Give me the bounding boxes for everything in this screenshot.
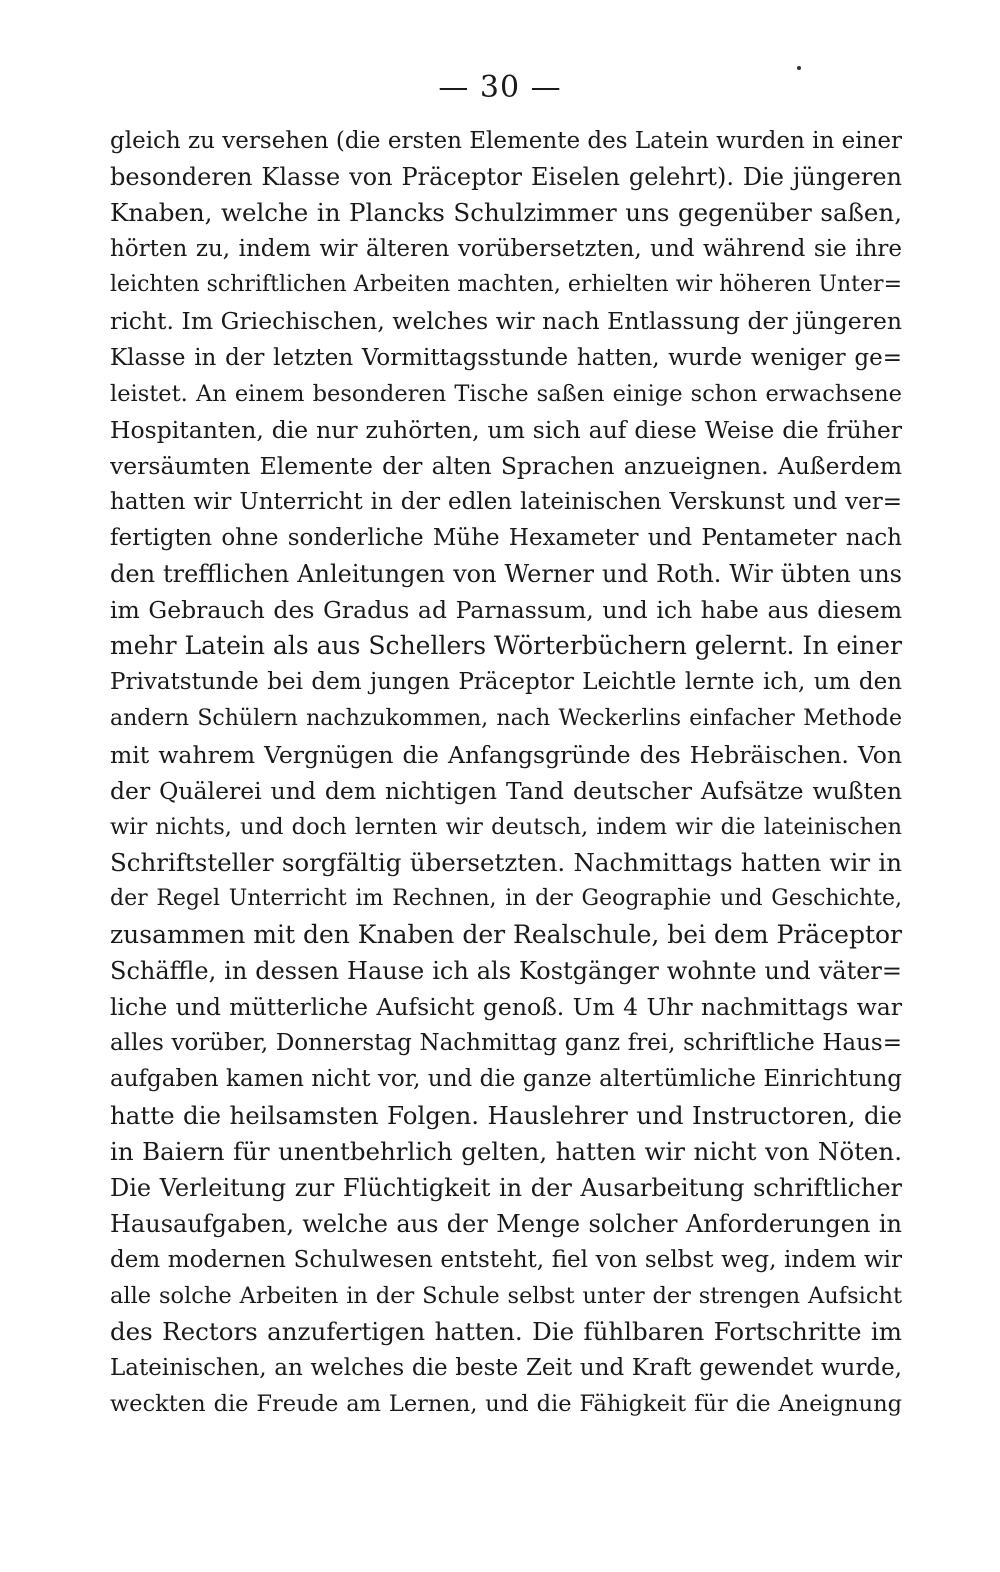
text-line: des Rectors anzufertigen hatten. Die fühlbaren Fortschritte im (110, 1317, 902, 1347)
text-line: weckten die Freude am Lernen, und die Fähigkeit für die Aneignung (110, 1391, 902, 1418)
text-line: in Baiern für unentbehrlich gelten, hatten wir nicht von Nöten. (110, 1136, 902, 1166)
text-line: leistet. An einem besonderen Tische saßen einige schon erwachsene (110, 380, 902, 407)
page-number: — 30 — (438, 70, 562, 105)
text-line: Lateinischen, an welches die beste Zeit und Kraft gewendet wurde, (110, 1355, 902, 1382)
text-line: mit wahrem Vergnügen die Anfangsgründe des Hebräischen. Von (110, 740, 902, 769)
text-line: hörten zu, indem wir älteren vorübersetzten, und während sie ihre (110, 236, 902, 263)
text-line: hatten wir Unterricht in der edlen lateinischen Verskunst und ver= (110, 488, 902, 515)
text-line: Hausaufgaben, welche aus der Menge solcher Anforderungen in (110, 1209, 902, 1238)
text-line: fertigten ohne sonderliche Mühe Hexameter und Pentameter nach (110, 525, 902, 552)
text-line: zusammen mit den Knaben der Realschule, bei dem Präceptor (110, 920, 902, 950)
text-line: alles vorüber, Donnerstag Nachmittag ganz frei, schriftliche Haus= (110, 1030, 902, 1057)
text-line: wir nichts, und doch lernten wir deutsch, indem wir die lateinischen (110, 813, 902, 840)
text-line: Knaben, welche in Plancks Schulzimmer uns gegenüber saßen, (110, 198, 902, 228)
text-line: versäumten Elemente der alten Sprachen anzueignen. Außerdem (110, 451, 902, 480)
text-line: andern Schülern nachzukommen, nach Weckerlins einfacher Methode (110, 705, 902, 731)
text-line: der Quälerei und dem nichtigen Tand deutscher Aufsätze wußten (110, 776, 902, 805)
text-line: Hospitanten, die nur zuhörten, um sich auf diese Weise die früher (110, 415, 902, 444)
text-line: besonderen Klasse von Präceptor Eiselen gelehrt). Die jüngeren (110, 163, 902, 192)
text-line: gleich zu versehen (die ersten Elemente des Latein wurden in einer (110, 128, 902, 154)
body-text (110, 123, 902, 1422)
text-line: Klasse in der letzten Vormittagsstunde hatten, wurde weniger ge= (110, 344, 902, 371)
text-line: richt. Im Griechischen, welches wir nach Entlassung der jüngeren (110, 307, 902, 336)
text-line: Die Verleitung zur Flüchtigkeit in der Ausarbeitung schriftlicher (110, 1173, 902, 1202)
text-line: Privatstunde bei dem jungen Präceptor Leichtle lernte ich, um den (110, 669, 902, 696)
text-line: alle solche Arbeiten in der Schule selbst unter der strengen Aufsicht (110, 1283, 902, 1309)
text-line: leichten schriftlichen Arbeiten machten, erhielten wir höheren Unter= (110, 272, 902, 298)
text-line: dem modernen Schulwesen entsteht, fiel von selbst weg, indem wir (110, 1246, 902, 1273)
text-line: der Regel Unterricht im Rechnen, in der Geographie und Geschichte, (110, 885, 902, 911)
text-line: aufgaben kamen nicht vor, und die ganze altertümliche Einrichtung (110, 1066, 902, 1093)
text-line: liche und mütterliche Aufsicht genoß. Um 4 Uhr nachmittags war (110, 993, 902, 1022)
text-line: Schäffle, in dessen Hause ich als Kostgänger wohnte und väter= (110, 957, 902, 986)
text-line: im Gebrauch des Gradus ad Parnassum, und ich habe aus diesem (110, 596, 902, 625)
text-line: Schriftsteller sorgfältig übersetzten. Nachmittags hatten wir in (110, 847, 902, 877)
text-line: hatte die heilsamsten Folgen. Hauslehrer und Instructoren, die (110, 1100, 902, 1130)
text-line: den trefflichen Anleitungen von Werner und Roth. Wir übten uns (110, 560, 902, 589)
text-line: mehr Latein als aus Schellers Wörterbüchern gelernt. In einer (110, 631, 902, 661)
